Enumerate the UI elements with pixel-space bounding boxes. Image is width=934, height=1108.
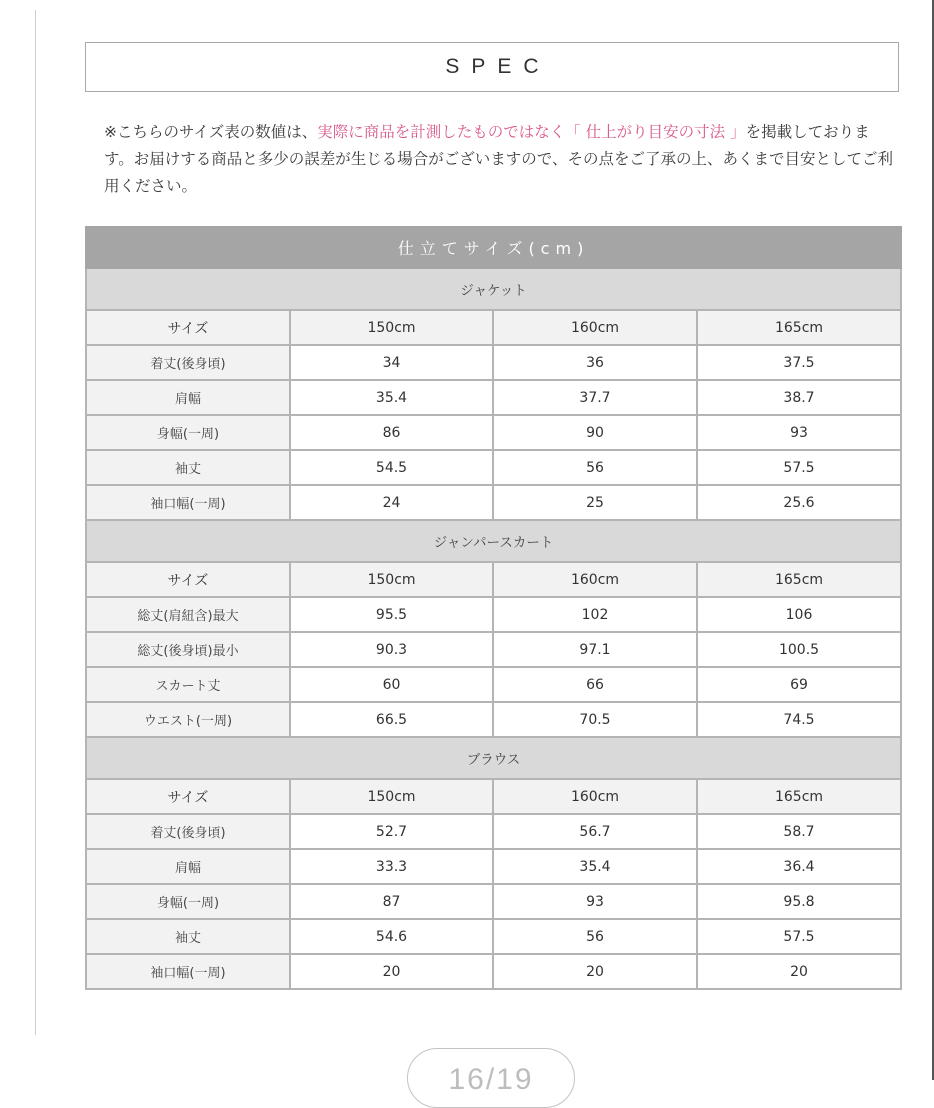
cell-value: 93: [493, 884, 697, 919]
cell-value: 56: [493, 450, 697, 485]
cell-value: 35.4: [493, 849, 697, 884]
row-label: 総丈(後身頃)最小: [86, 632, 290, 667]
header-cell: サイズ: [86, 310, 290, 345]
cell-value: 95.5: [290, 597, 493, 632]
cell-value: 100.5: [697, 632, 901, 667]
cell-value: 24: [290, 485, 493, 520]
cell-value: 56: [493, 919, 697, 954]
cell-value: 20: [697, 954, 901, 989]
cell-value: 52.7: [290, 814, 493, 849]
table-row: [86, 450, 901, 485]
table-row: [86, 814, 901, 849]
row-label: 身幅(一周): [86, 884, 290, 919]
cell-value: 38.7: [697, 380, 901, 415]
size-table: [85, 226, 902, 990]
cell-value: 90: [493, 415, 697, 450]
notice-text-2: を掲載しております。お届けする商品と多少の誤差が生じる場合がございますので、その点をご了承の上、あくまで目安としてご利用ください。: [104, 123, 893, 195]
row-label: 袖丈: [86, 919, 290, 954]
header-cell: 160cm: [493, 310, 697, 345]
cell-value: 37.7: [493, 380, 697, 415]
cell-value: 37.5: [697, 345, 901, 380]
header-cell: 150cm: [290, 779, 493, 814]
header-cell: 150cm: [290, 310, 493, 345]
cell-value: 66.5: [290, 702, 493, 737]
table-row: [86, 702, 901, 737]
cell-value: 57.5: [697, 450, 901, 485]
left-divider-line: [35, 10, 36, 1035]
row-label: 身幅(一周): [86, 415, 290, 450]
header-cell: サイズ: [86, 779, 290, 814]
cell-value: 54.6: [290, 919, 493, 954]
header-cell: サイズ: [86, 562, 290, 597]
table-row: [86, 597, 901, 632]
page-title: SPEC: [445, 55, 551, 78]
row-label: 総丈(肩紐含)最大: [86, 597, 290, 632]
row-label: スカート丈: [86, 667, 290, 702]
table-row: [86, 345, 901, 380]
cell-value: 54.5: [290, 450, 493, 485]
table-title-row: [86, 227, 901, 268]
notice-text-1: ※こちらのサイズ表の数値は、: [104, 123, 318, 141]
table-row: [86, 380, 901, 415]
cell-value: 57.5: [697, 919, 901, 954]
cell-value: 66: [493, 667, 697, 702]
cell-value: 56.7: [493, 814, 697, 849]
row-label: 着丈(後身頃): [86, 814, 290, 849]
cell-value: 36: [493, 345, 697, 380]
cell-value: 69: [697, 667, 901, 702]
cell-value: 20: [493, 954, 697, 989]
table-row: [86, 667, 901, 702]
table-row: [86, 954, 901, 989]
size-notice: [104, 119, 894, 200]
cell-value: 95.8: [697, 884, 901, 919]
header-cell: 165cm: [697, 310, 901, 345]
row-label: 袖口幅(一周): [86, 485, 290, 520]
page-count: 16/19: [448, 1063, 534, 1096]
category-row-jacket: [86, 268, 901, 310]
notice-highlight: 実際に商品を計測したものではなく「 仕上がり目安の寸法 」: [317, 123, 746, 141]
size-header-row: [86, 779, 901, 814]
table-row: [86, 632, 901, 667]
table-row: [86, 415, 901, 450]
cell-value: 34: [290, 345, 493, 380]
header-cell: 165cm: [697, 779, 901, 814]
spec-heading-box: [85, 42, 899, 92]
cell-value: 25.6: [697, 485, 901, 520]
cell-value: 36.4: [697, 849, 901, 884]
size-header-row: [86, 562, 901, 597]
row-label: 袖口幅(一周): [86, 954, 290, 989]
category-label: ジャンパースカート: [86, 520, 901, 562]
category-row-blouse: [86, 737, 901, 779]
header-cell: 150cm: [290, 562, 493, 597]
cell-value: 70.5: [493, 702, 697, 737]
cell-value: 58.7: [697, 814, 901, 849]
row-label: 着丈(後身頃): [86, 345, 290, 380]
row-label: 肩幅: [86, 380, 290, 415]
row-label: ウエスト(一周): [86, 702, 290, 737]
header-cell: 160cm: [493, 562, 697, 597]
category-label: ジャケット: [86, 268, 901, 310]
page-indicator: [407, 1048, 575, 1108]
table-row: [86, 919, 901, 954]
cell-value: 87: [290, 884, 493, 919]
cell-value: 93: [697, 415, 901, 450]
cell-value: 25: [493, 485, 697, 520]
category-row-jumper-skirt: [86, 520, 901, 562]
cell-value: 90.3: [290, 632, 493, 667]
category-label: ブラウス: [86, 737, 901, 779]
table-title: 仕立てサイズ(cm): [86, 227, 901, 268]
cell-value: 97.1: [493, 632, 697, 667]
cell-value: 33.3: [290, 849, 493, 884]
table-row: [86, 849, 901, 884]
cell-value: 102: [493, 597, 697, 632]
header-cell: 160cm: [493, 779, 697, 814]
row-label: 肩幅: [86, 849, 290, 884]
header-cell: 165cm: [697, 562, 901, 597]
table-row: [86, 884, 901, 919]
cell-value: 35.4: [290, 380, 493, 415]
cell-value: 74.5: [697, 702, 901, 737]
row-label: 袖丈: [86, 450, 290, 485]
cell-value: 60: [290, 667, 493, 702]
cell-value: 20: [290, 954, 493, 989]
cell-value: 106: [697, 597, 901, 632]
table-row: [86, 485, 901, 520]
size-header-row: [86, 310, 901, 345]
cell-value: 86: [290, 415, 493, 450]
